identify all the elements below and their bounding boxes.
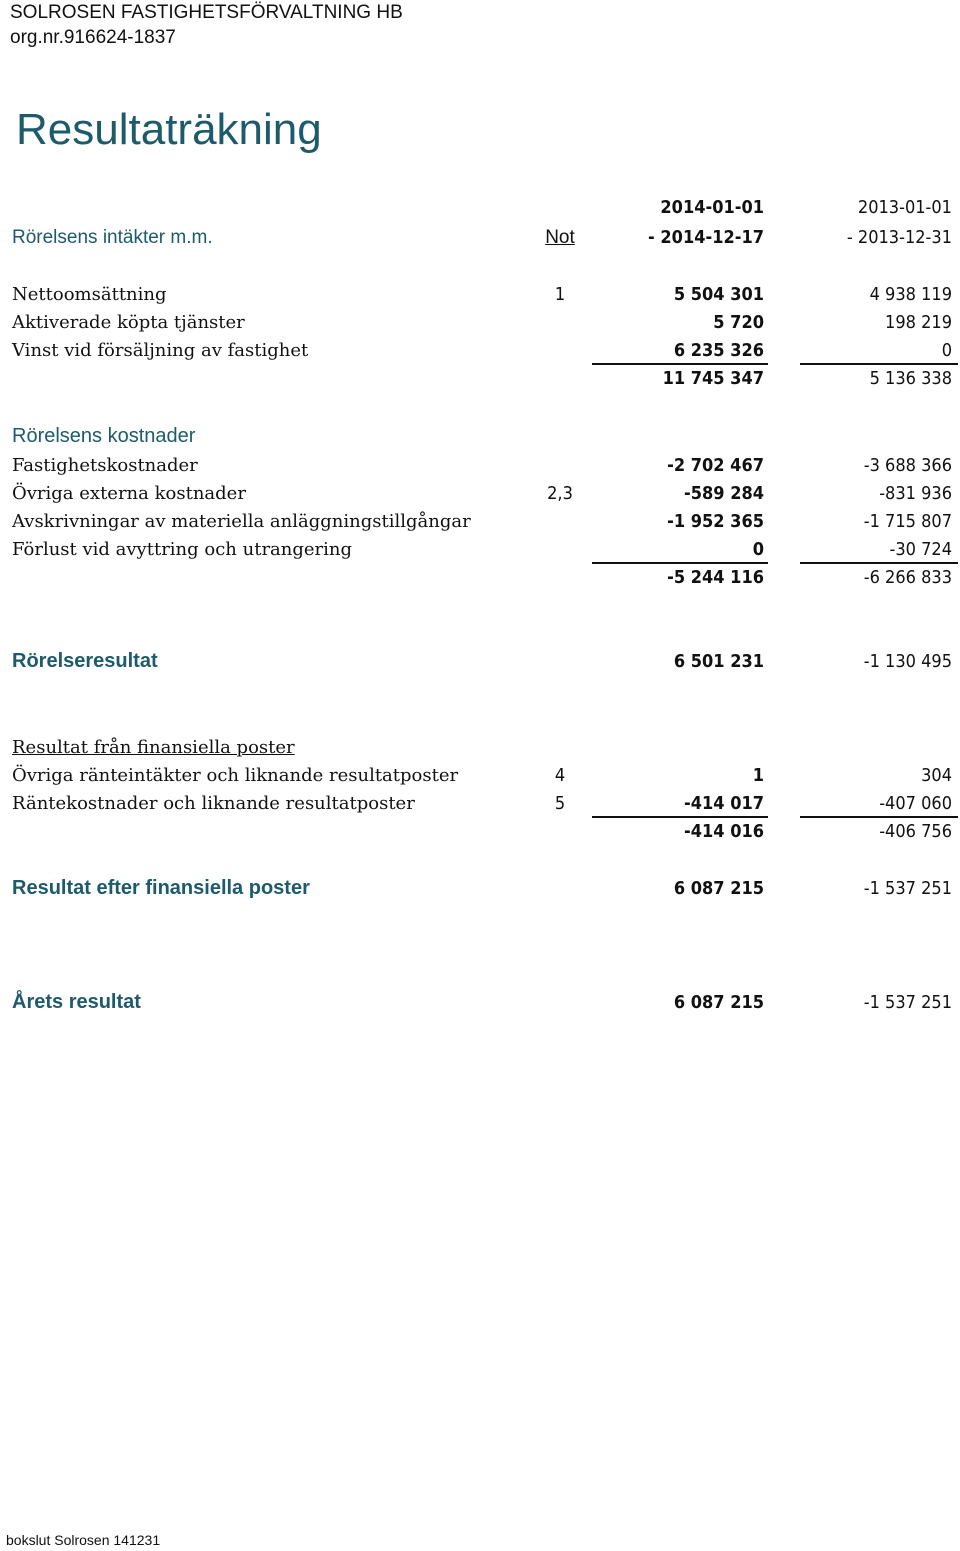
income-total-current: 11 745 347 [662, 368, 764, 389]
row-note: 4 [554, 765, 566, 786]
footer-text: bokslut Solrosen 141231 [6, 1532, 161, 1548]
row-label: Räntekostnader och liknande resultatposter [12, 793, 415, 814]
year-result-current: 6 087 215 [673, 992, 764, 1013]
row-current-value: 5 720 [713, 312, 764, 333]
financial-heading: Resultat från finansiella poster [12, 737, 295, 758]
row-previous-value: 0 [941, 340, 952, 361]
row-current-value: 0 [752, 539, 764, 560]
row-previous-value: 304 [921, 765, 952, 786]
row-label: Fastighetskostnader [12, 455, 198, 476]
row-current-value: -414 017 [684, 793, 764, 814]
year-result-label: Årets resultat [12, 991, 141, 1013]
row-label: Avskrivningar av materiella anläggningstillgångar [12, 511, 471, 532]
income-total-previous: 5 136 338 [869, 368, 952, 389]
row-label: Övriga externa kostnader [12, 483, 246, 504]
subtotal-rule [592, 562, 768, 564]
row-current-value: -1 952 365 [667, 511, 764, 532]
row-label: Förlust vid avyttring och utrangering [12, 539, 353, 560]
row-note: 2,3 [547, 483, 573, 504]
row-previous-value: -30 724 [889, 539, 952, 560]
row-previous-value: -3 688 366 [863, 455, 952, 476]
org-number: org.nr.916624-1837 [10, 27, 176, 48]
costs-heading: Rörelsens kostnader [12, 425, 196, 447]
subtotal-rule [592, 816, 768, 818]
result-after-financial-previous: -1 537 251 [863, 878, 952, 899]
financial-total-previous: -406 756 [879, 821, 952, 842]
row-note: 5 [554, 793, 566, 814]
row-previous-value: -831 936 [879, 483, 952, 504]
row-current-value: 6 235 326 [673, 340, 764, 361]
result-after-financial-current: 6 087 215 [673, 878, 764, 899]
operating-result-current: 6 501 231 [673, 651, 764, 672]
page-title: Resultaträkning [16, 105, 322, 154]
row-label: Nettoomsättning [12, 284, 167, 305]
previous-period-to: - 2013-12-31 [846, 227, 952, 248]
row-current-value: -2 702 467 [667, 455, 764, 476]
row-previous-value: 4 938 119 [869, 284, 952, 305]
row-current-value: -589 284 [684, 483, 764, 504]
note-column-header: Not [545, 227, 575, 248]
current-period-to: - 2014-12-17 [648, 227, 764, 248]
row-previous-value: -1 715 807 [863, 511, 952, 532]
subtotal-rule [592, 363, 768, 365]
subtotal-rule [800, 816, 958, 818]
section-income-heading: Rörelsens intäkter m.m. [12, 227, 213, 248]
operating-result-label: Rörelseresultat [12, 650, 158, 672]
financial-total-current: -414 016 [684, 821, 764, 842]
operating-result-previous: -1 130 495 [863, 651, 952, 672]
company-name: SOLROSEN FASTIGHETSFÖRVALTNING HB [10, 2, 403, 23]
result-after-financial-label: Resultat efter finansiella poster [12, 877, 310, 899]
row-label: Vinst vid försäljning av fastighet [12, 340, 309, 361]
row-current-value: 5 504 301 [673, 284, 764, 305]
current-period-from: 2014-01-01 [660, 197, 764, 218]
year-result-previous: -1 537 251 [863, 992, 952, 1013]
row-label: Övriga ränteintäkter och liknande resultatposter [12, 765, 459, 786]
row-previous-value: -407 060 [879, 793, 952, 814]
subtotal-rule [800, 363, 958, 365]
subtotal-rule [800, 562, 958, 564]
row-current-value: 1 [752, 765, 764, 786]
row-label: Aktiverade köpta tjänster [12, 312, 245, 333]
row-previous-value: 198 219 [885, 312, 952, 333]
row-note: 1 [554, 284, 566, 305]
previous-period-from: 2013-01-01 [857, 197, 952, 218]
costs-total-previous: -6 266 833 [863, 567, 952, 588]
costs-total-current: -5 244 116 [667, 567, 764, 588]
